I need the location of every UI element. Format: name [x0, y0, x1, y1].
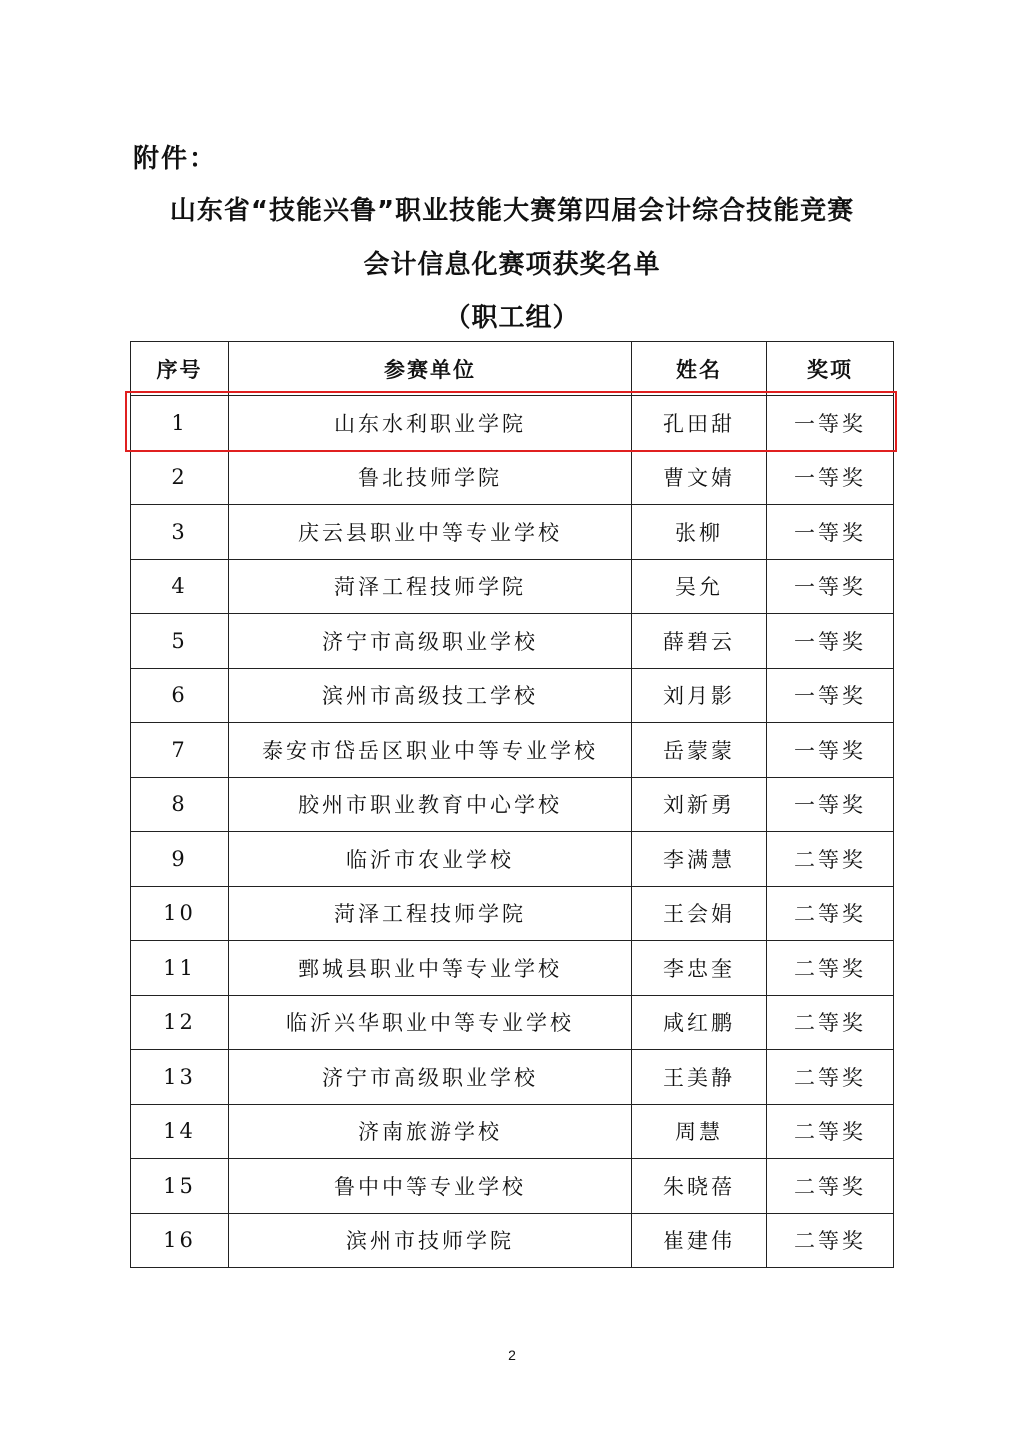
cell-unit: 鲁北技师学院	[229, 450, 632, 505]
cell-unit: 滨州市高级技工学校	[229, 668, 632, 723]
attachment-label: 附件：	[133, 144, 218, 174]
cell-award: 一等奖	[767, 614, 894, 669]
table-row	[131, 396, 894, 451]
document-title-line1: 山东省“技能兴鲁”职业技能大赛第四届会计综合技能竞赛	[169, 196, 855, 226]
table-row	[131, 1104, 894, 1159]
header-award: 奖项	[767, 342, 894, 396]
cell-seq: 8	[131, 777, 229, 832]
page-number: 2	[508, 1347, 516, 1363]
cell-name: 刘新勇	[632, 777, 767, 832]
cell-unit: 临沂兴华职业中等专业学校	[229, 995, 632, 1050]
cell-unit: 菏泽工程技师学院	[229, 559, 632, 614]
cell-name: 王美静	[632, 1050, 767, 1105]
cell-seq: 11	[131, 941, 229, 996]
document-title-line2: 会计信息化赛项获奖名单	[363, 250, 661, 280]
award-table	[130, 341, 894, 1268]
cell-unit: 滨州市技师学院	[229, 1213, 632, 1268]
cell-name: 李忠奎	[632, 941, 767, 996]
cell-name: 吴允	[632, 559, 767, 614]
table-row	[131, 941, 894, 996]
header-unit: 参赛单位	[229, 342, 632, 396]
cell-unit: 济宁市高级职业学校	[229, 1050, 632, 1105]
cell-seq: 9	[131, 832, 229, 887]
cell-unit: 鲁中中等专业学校	[229, 1159, 632, 1214]
cell-seq: 2	[131, 450, 229, 505]
cell-unit: 鄄城县职业中等专业学校	[229, 941, 632, 996]
cell-award: 一等奖	[767, 450, 894, 505]
cell-award: 一等奖	[767, 505, 894, 560]
cell-seq: 4	[131, 559, 229, 614]
cell-award: 二等奖	[767, 1159, 894, 1214]
cell-name: 崔建伟	[632, 1213, 767, 1268]
cell-name: 张柳	[632, 505, 767, 560]
cell-seq: 16	[131, 1213, 229, 1268]
cell-name: 李满慧	[632, 832, 767, 887]
table-header-row	[131, 342, 894, 396]
cell-award: 二等奖	[767, 1213, 894, 1268]
cell-award: 一等奖	[767, 559, 894, 614]
document-title-line3: （职工组）	[444, 303, 580, 333]
header-seq: 序号	[131, 342, 229, 396]
cell-unit: 济宁市高级职业学校	[229, 614, 632, 669]
cell-award: 一等奖	[767, 396, 894, 451]
cell-unit: 泰安市岱岳区职业中等专业学校	[229, 723, 632, 778]
cell-name: 岳蒙蒙	[632, 723, 767, 778]
cell-award: 一等奖	[767, 668, 894, 723]
cell-name: 王会娟	[632, 886, 767, 941]
table-row	[131, 559, 894, 614]
cell-unit: 庆云县职业中等专业学校	[229, 505, 632, 560]
cell-unit: 山东水利职业学院	[229, 396, 632, 451]
cell-seq: 1	[131, 396, 229, 451]
table-row	[131, 1050, 894, 1105]
cell-unit: 济南旅游学校	[229, 1104, 632, 1159]
cell-unit: 胶州市职业教育中心学校	[229, 777, 632, 832]
cell-name: 孔田甜	[632, 396, 767, 451]
cell-award: 二等奖	[767, 1104, 894, 1159]
cell-seq: 14	[131, 1104, 229, 1159]
cell-seq: 3	[131, 505, 229, 560]
cell-unit: 临沂市农业学校	[229, 832, 632, 887]
cell-award: 二等奖	[767, 941, 894, 996]
cell-seq: 5	[131, 614, 229, 669]
cell-name: 周慧	[632, 1104, 767, 1159]
table-row	[131, 995, 894, 1050]
cell-seq: 10	[131, 886, 229, 941]
table-row	[131, 614, 894, 669]
header-name: 姓名	[632, 342, 767, 396]
cell-unit: 菏泽工程技师学院	[229, 886, 632, 941]
cell-award: 二等奖	[767, 995, 894, 1050]
table-row	[131, 668, 894, 723]
cell-award: 一等奖	[767, 723, 894, 778]
cell-name: 曹文婧	[632, 450, 767, 505]
cell-name: 朱晓蓓	[632, 1159, 767, 1214]
table-row	[131, 450, 894, 505]
table-row	[131, 723, 894, 778]
table-row	[131, 1213, 894, 1268]
table-row	[131, 505, 894, 560]
cell-seq: 15	[131, 1159, 229, 1214]
cell-seq: 12	[131, 995, 229, 1050]
cell-seq: 6	[131, 668, 229, 723]
cell-name: 薛碧云	[632, 614, 767, 669]
table-row	[131, 832, 894, 887]
table-row	[131, 1159, 894, 1214]
cell-award: 一等奖	[767, 777, 894, 832]
cell-seq: 13	[131, 1050, 229, 1105]
cell-award: 二等奖	[767, 886, 894, 941]
cell-award: 二等奖	[767, 832, 894, 887]
cell-name: 刘月影	[632, 668, 767, 723]
cell-award: 二等奖	[767, 1050, 894, 1105]
cell-seq: 7	[131, 723, 229, 778]
table-row	[131, 886, 894, 941]
table-row	[131, 777, 894, 832]
cell-name: 咸红鹏	[632, 995, 767, 1050]
